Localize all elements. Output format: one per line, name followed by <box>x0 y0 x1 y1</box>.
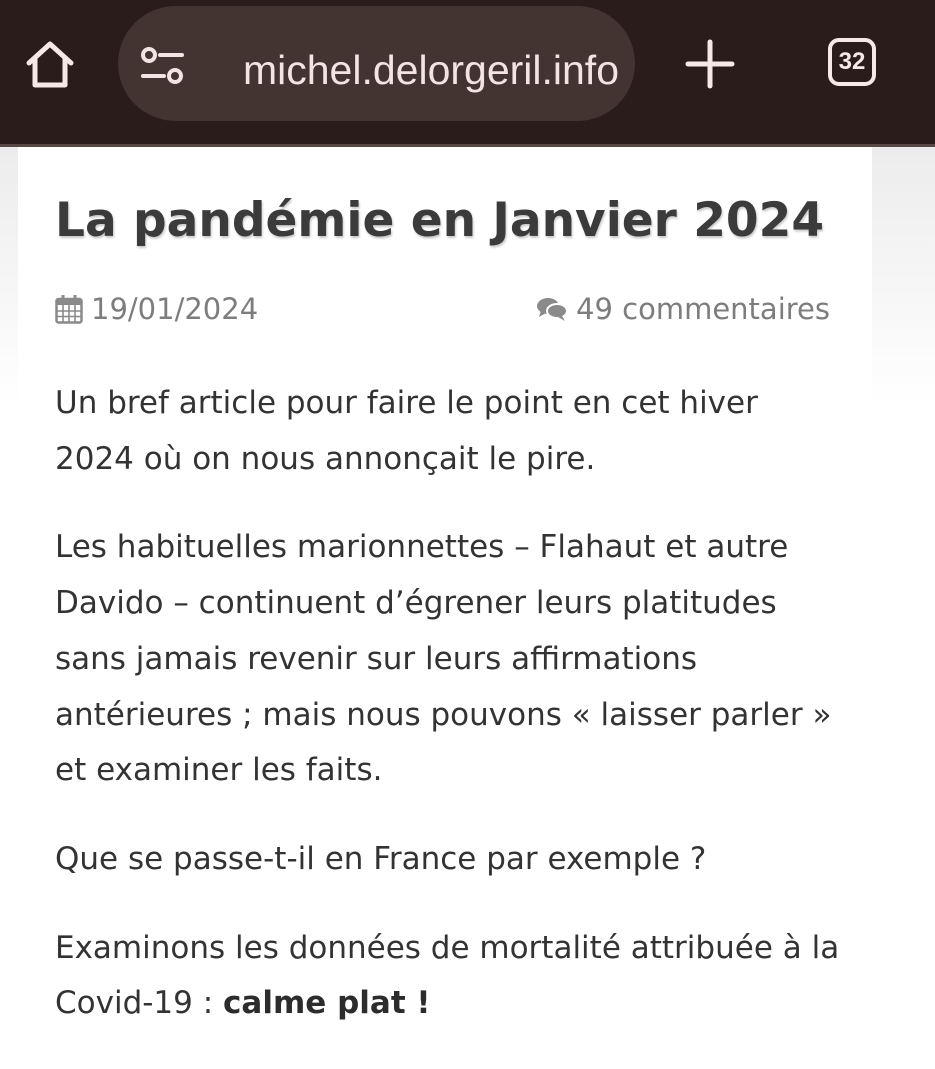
article-paragraph: Que se passe-t-il en France par exemple ? <box>55 840 707 877</box>
comments-icon <box>536 296 568 322</box>
browser-toolbar <box>0 0 935 147</box>
article-paragraph-last <box>55 921 845 1032</box>
post-comments-text: 49 commentaires <box>576 292 830 326</box>
tune-icon[interactable] <box>140 46 184 86</box>
page-gutter-right <box>872 147 935 407</box>
post-date <box>55 287 258 331</box>
tab-count: 32 <box>838 48 866 75</box>
last-paragraph-text: Examinons les données de mortalité attribuée à la Covid-19 : <box>55 929 840 1022</box>
url-value: michel.delorgeril.info <box>242 47 619 93</box>
article-body <box>55 376 845 1065</box>
address-bar[interactable] <box>118 6 635 121</box>
post-title: La pandémie en Janvier 2024 <box>55 193 825 248</box>
tabs-counter-icon[interactable] <box>828 38 876 86</box>
calendar-icon <box>55 294 83 324</box>
home-icon <box>23 37 77 91</box>
last-paragraph-bold: calme plat ! <box>223 985 431 1022</box>
article-paragraph: Un bref article pour faire le point en cet hiver 2024 où on nous annonçait le pire. <box>55 385 758 477</box>
url-text[interactable] <box>242 44 619 96</box>
page-gutter-left <box>0 147 18 407</box>
post-date-text: 19/01/2024 <box>91 292 259 326</box>
post-comments-link[interactable] <box>536 287 830 331</box>
post-meta <box>55 287 830 331</box>
article-paragraph: Les habituelles marionnettes – Flahaut et autre Davido – continuent d’égrener leurs platitudes sans jamais revenir sur leurs affirmations antérieures ; mais nous pouvons « laisser parler » et examiner les faits. <box>55 529 832 789</box>
plus-icon[interactable] <box>684 38 736 90</box>
home-button[interactable] <box>20 34 80 94</box>
